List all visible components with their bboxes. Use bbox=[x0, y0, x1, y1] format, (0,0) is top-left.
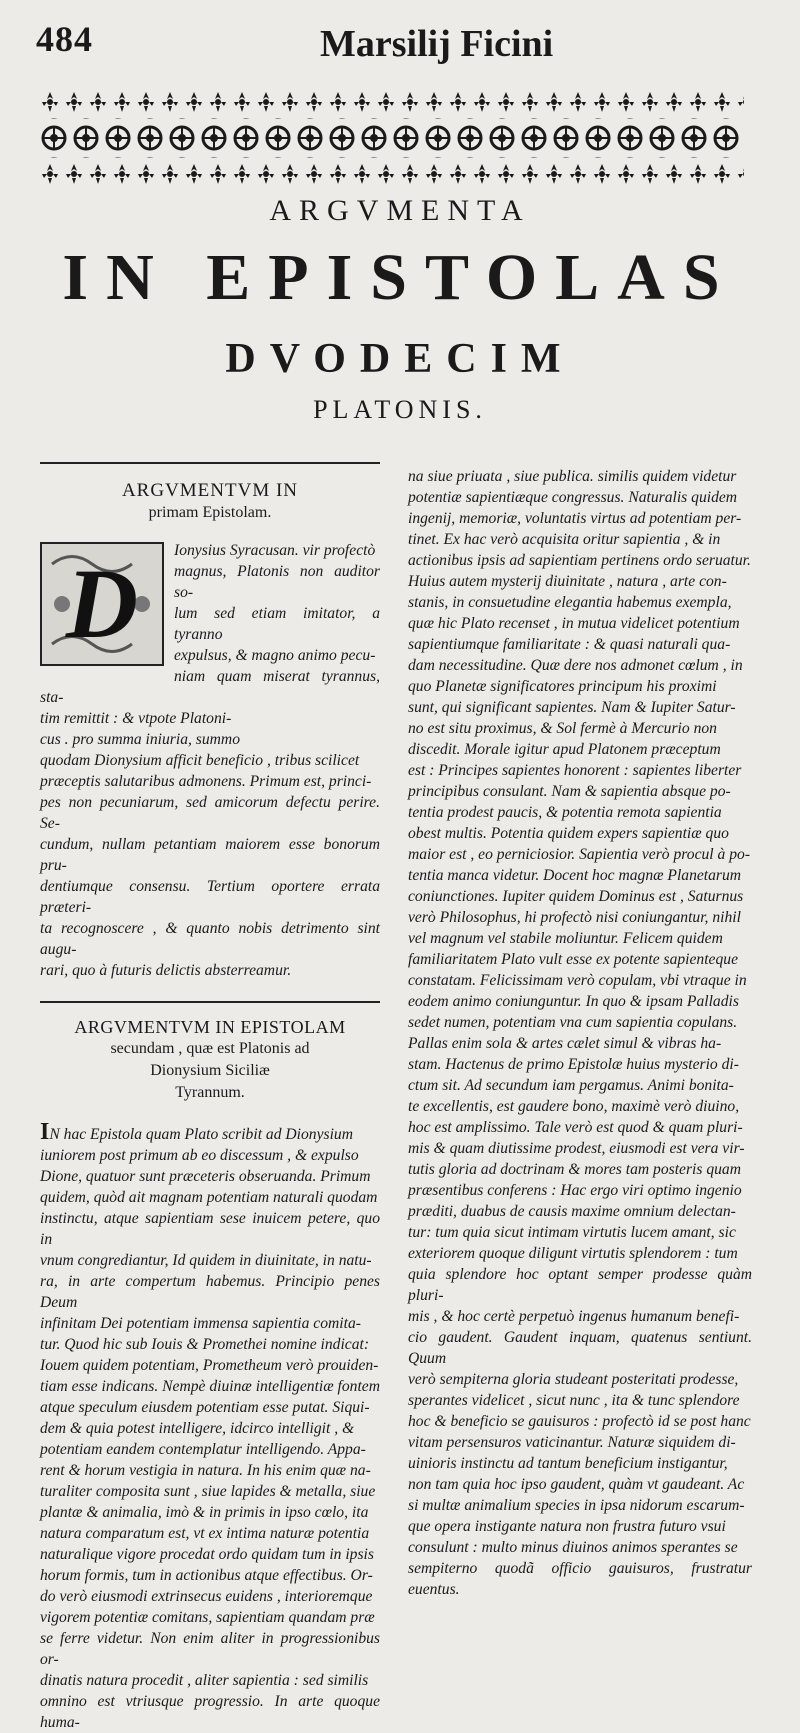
section1-subheading: primam Epistolam. bbox=[148, 504, 272, 521]
text-line: mis , & hoc certè perpetuò ingenus humanum benefi- bbox=[408, 1308, 740, 1325]
text-line: coniunctiones. Iupiter quidem Dominus est , Saturnus bbox=[408, 888, 744, 905]
text-line: rari, quo à futuris delictis absterreamur. bbox=[40, 962, 292, 979]
text-line: non tam quia hoc ipso gaudent, quàm vt gaudeant. Ac bbox=[408, 1476, 745, 1493]
text-line: præceptis salutaribus admonens. Primum est, princi- bbox=[40, 773, 372, 790]
text-line: cundum, nullam petantiam maiorem esse bonorum pru- bbox=[40, 836, 380, 874]
text-line: N hac Epistola quam Plato scribit ad Dionysium bbox=[49, 1126, 353, 1143]
text-line: Pallas enim sola & artes cælet simul & vibras ha- bbox=[408, 1035, 722, 1052]
text-line: Huius autem mysterij diuinitate , natura , arte con- bbox=[408, 573, 727, 590]
text-line: tinet. Ex hac verò acquisita oritur sapientia , & in bbox=[408, 531, 721, 548]
running-title: Marsilij Ficini bbox=[320, 23, 554, 65]
dropcap-letter: D bbox=[65, 548, 139, 659]
text-line: constatam. Felicissimam verò copulam, vbi vtraque in bbox=[408, 972, 747, 989]
text-line: discedit. Morale igitur apud Platonem præceptum bbox=[408, 741, 721, 758]
section-divider bbox=[40, 1001, 380, 1003]
text-line: rent & horum vestigia in natura. In his enim quæ na- bbox=[40, 1462, 371, 1479]
text-line: tim remittit : & vtpote Platoni- bbox=[40, 710, 232, 727]
section2-subline: Dionysium Siciliæ bbox=[150, 1062, 270, 1079]
text-line: familiaritatem Plato vult esse ex potente sapienteque bbox=[408, 951, 738, 968]
text-line: pes non pecuniarum, sed amicorum defectu perire. Se- bbox=[40, 794, 380, 832]
left-column bbox=[40, 462, 380, 1733]
text-line: tentia prodest paucis, & potentia remota sapientia bbox=[408, 804, 722, 821]
text-line: actionibus ipsis ad sapientiam pertinens ordo seruatur. bbox=[408, 552, 751, 569]
text-line: vel magnum vel stabile moliuntur. Felicem quidem bbox=[408, 930, 723, 947]
text-line: dinatis natura procedit , aliter sapientia : sed similis bbox=[40, 1672, 369, 1689]
text-line: magnus, Platonis non auditor so- bbox=[174, 563, 380, 601]
text-line: tentia manca videtur. Docent hoc magnæ Planetarum bbox=[408, 867, 742, 884]
text-line: te excellentis, est gaudere bono, maximè verò diuino, bbox=[408, 1098, 740, 1115]
text-line: lum sed etiam imitator, a tyranno bbox=[174, 605, 380, 643]
title-block bbox=[0, 188, 800, 425]
text-line: iuniorem post primum ab eo discessum , & expulso bbox=[40, 1147, 359, 1164]
text-line: turaliter composita sunt , siue lapides & metalla, siue bbox=[40, 1483, 376, 1500]
text-line: cio gaudent. Gaudent inquam, quatenus sentiunt. Quum bbox=[408, 1329, 752, 1367]
text-line: sedet numen, potentiam vna cum sapientia copulans. bbox=[408, 1014, 738, 1031]
text-line: na siue priuata , siue publica. similis quidem videtur bbox=[408, 468, 737, 485]
text-line: omnino est vtriusque progressio. In arte quoque huma- bbox=[40, 1693, 380, 1731]
text-line: sperantes videlicet , sicut nunc , ita & tunc splendore bbox=[408, 1392, 740, 1409]
text-line: obest multis. Potentia quidem expers sapientiæ quo bbox=[408, 825, 729, 842]
text-line: sapientiumque familiaritate : & quasi naturali qua- bbox=[408, 636, 731, 653]
page-number: 484 bbox=[36, 19, 93, 59]
text-line: naturalique vigore procedat ordo quidam tum in ipsis bbox=[40, 1546, 374, 1563]
text-line: consulunt : multo minus diuinos animos sperantes se bbox=[408, 1539, 738, 1556]
text-line: tiam esse indicans. Nempè diuinæ intelligentiæ fontem bbox=[40, 1378, 380, 1395]
text-line: præsentibus conferens : Hac ergo viri optimo ingenio bbox=[408, 1182, 742, 1199]
text-line: quia splendore hoc optant semper prodesse quàm pluri- bbox=[408, 1266, 752, 1304]
text-line: exteriorem quoque diligunt virtutis splendorem : tum bbox=[408, 1245, 738, 1262]
text-line: hoc & beneficio se gauisuros : profectò id se post hanc bbox=[408, 1413, 751, 1430]
text-line: instinctu, atque sapientiam sese inuicem petere, quo in bbox=[40, 1210, 380, 1248]
ornament-band-icon bbox=[38, 90, 744, 186]
text-line: Ionysius Syracusan. vir profectò bbox=[174, 542, 376, 559]
section2-header bbox=[40, 1017, 380, 1104]
text-line: que opera instigante natura non frustra futuro vsui bbox=[408, 1518, 726, 1535]
text-line: mis & quam diutissime prodest, eiusmodi est vera vir- bbox=[408, 1140, 745, 1157]
text-line: ta recognoscere , & quanto nobis detrimento sint augu- bbox=[40, 920, 380, 958]
text-line: stam. Hactenus de primo Epistolæ huius mysterio di- bbox=[408, 1056, 739, 1073]
text-line: quidem, quòd ait magnam potentiam naturali quodam bbox=[40, 1189, 378, 1206]
text-line: stanis, in consuetudine elegantia habemus exempla, bbox=[408, 594, 732, 611]
right-column bbox=[408, 466, 752, 1600]
title-line-platonis: PLATONIS. bbox=[313, 394, 487, 424]
text-line: niam quam miserat tyrannus, sta- bbox=[40, 668, 380, 706]
text-line: eodem animo coniunguntur. In quo & ipsam Palladis bbox=[408, 993, 739, 1010]
title-line-duodecim: DVODECIM bbox=[225, 335, 575, 382]
text-line: Dione, quatuor sunt præceteris obseruanda. Primum bbox=[40, 1168, 371, 1185]
section-divider bbox=[40, 462, 380, 464]
initial-letter: I bbox=[40, 1119, 50, 1145]
text-line: Iouem quidem potentiam, Prometheum verò prouiden- bbox=[40, 1357, 379, 1374]
title-line-argumenta: ARGVMENTA bbox=[269, 194, 531, 227]
section1-heading: ARGVMENTVM IN bbox=[121, 480, 299, 501]
text-line: natura comparatum est, vt ex intima naturæ potentia bbox=[40, 1525, 370, 1542]
text-line: tur. Quod hic sub Iouis & Promethei nomine indicat: bbox=[40, 1336, 370, 1353]
text-line: dentiumque consensu. Tertium oportere errata præteri- bbox=[40, 878, 380, 916]
text-line: hoc est amplissimo. Tale verò est quod & quam pluri- bbox=[408, 1119, 743, 1136]
text-line: ingenij, memoriæ, voluntatis virtus ad potentiam per- bbox=[408, 510, 742, 527]
text-line: uinioris instinctu ad tantum beneficium instigantur, bbox=[408, 1455, 728, 1472]
text-line: quæ hic Plato recenset , in mutua videlicet potentium bbox=[408, 615, 740, 632]
text-line: sunt, qui significant sapientes. Nam & Iupiter Satur- bbox=[408, 699, 736, 716]
text-line: est : Principes sapientes honorent : sapientes liberter bbox=[408, 762, 742, 779]
title-line-in-epistolas: IN EPISTOLAS bbox=[62, 241, 738, 314]
text-line: quo Planetæ significatores principum his proximi bbox=[408, 678, 717, 695]
text-line: plantæ & animalia, imò & in primis in ipso cœlo, ita bbox=[40, 1504, 369, 1521]
text-line: no est situ proximus, & Sol fermè à Mercurio non bbox=[408, 720, 717, 737]
text-line: præditi, duabus de causis maxime omnium delectan- bbox=[408, 1203, 736, 1220]
text-line: verò sempiterna gloria studeant posteritati prodesse, bbox=[408, 1371, 739, 1388]
text-line: vnum congrediantur, Id quidem in diuinitate, in natu- bbox=[40, 1252, 372, 1269]
section2-paragraph bbox=[40, 1119, 380, 1733]
section2-subline: Tyrannum. bbox=[175, 1084, 245, 1101]
text-line: se ferre videtur. Non enim aliter in progressionibus or- bbox=[40, 1630, 380, 1668]
text-line: dam necessitudine. Quæ dere nos admonet cœlum , in bbox=[408, 657, 743, 674]
text-line: atque speculum eiusdem potentiam esse putat. Siqui- bbox=[40, 1399, 370, 1416]
text-line: sempiterno quodã officio gauisuros, frustratur euentus. bbox=[408, 1560, 752, 1598]
text-line: tutis gloria ad doctrinam & mores tam posteris quam bbox=[408, 1161, 741, 1178]
text-line: tur: tum quia sicut intimam virtutis lucem amant, sic bbox=[408, 1224, 736, 1241]
text-line: ra, in arte compertum habemus. Principio penes Deum bbox=[40, 1273, 380, 1311]
decorated-initial-icon bbox=[40, 542, 164, 666]
text-line: vigorem potentiæ comitans, sapientiam quandam præ bbox=[40, 1609, 375, 1626]
running-head bbox=[0, 12, 800, 72]
text-line: ctum sit. Ad secundum iam pergamus. Animi bonita- bbox=[408, 1077, 734, 1094]
text-line: principibus consulant. Nam & sapientia absque po- bbox=[408, 783, 731, 800]
text-line: dem & quia potest intelligere, idcirco intelligit , & bbox=[40, 1420, 355, 1437]
section1-paragraph bbox=[40, 540, 380, 981]
text-line: do verò eiusmodi extrinsecus euidens , interioremque bbox=[40, 1588, 373, 1605]
section2-subline: secundam , quæ est Platonis ad bbox=[110, 1040, 310, 1057]
text-line: infinitam Dei potentiam immensa sapientia comita- bbox=[40, 1315, 361, 1332]
section2-heading: ARGVMENTVM IN EPISTOLAM bbox=[74, 1017, 346, 1037]
text-line: vitam persensuros vaticinantur. Naturæ siquidem di- bbox=[408, 1434, 736, 1451]
text-line: potentiæ sapientiæque congressus. Naturalis quidem bbox=[408, 489, 738, 506]
text-line: horum formis, tum in actionibus atque effectibus. Or- bbox=[40, 1567, 373, 1584]
text-line: expulsus, & magno animo pecu- bbox=[174, 647, 376, 664]
text-line: quodam Dionysium afficit beneficio , tribus scilicet bbox=[40, 752, 360, 769]
text-line: maior est , eo perniciosior. Sapientia verò procul à po- bbox=[408, 846, 751, 863]
text-line: si multæ animalium species in ipsa nidorum escarum- bbox=[408, 1497, 745, 1514]
text-line: cus . pro summa iniuria, summo bbox=[40, 731, 240, 748]
text-line: verò Philosophus, hi profectò nisi coniungantur, nihil bbox=[408, 909, 741, 926]
text-line: potentiam eandem contemplatur intelligendo. Appa- bbox=[40, 1441, 366, 1458]
